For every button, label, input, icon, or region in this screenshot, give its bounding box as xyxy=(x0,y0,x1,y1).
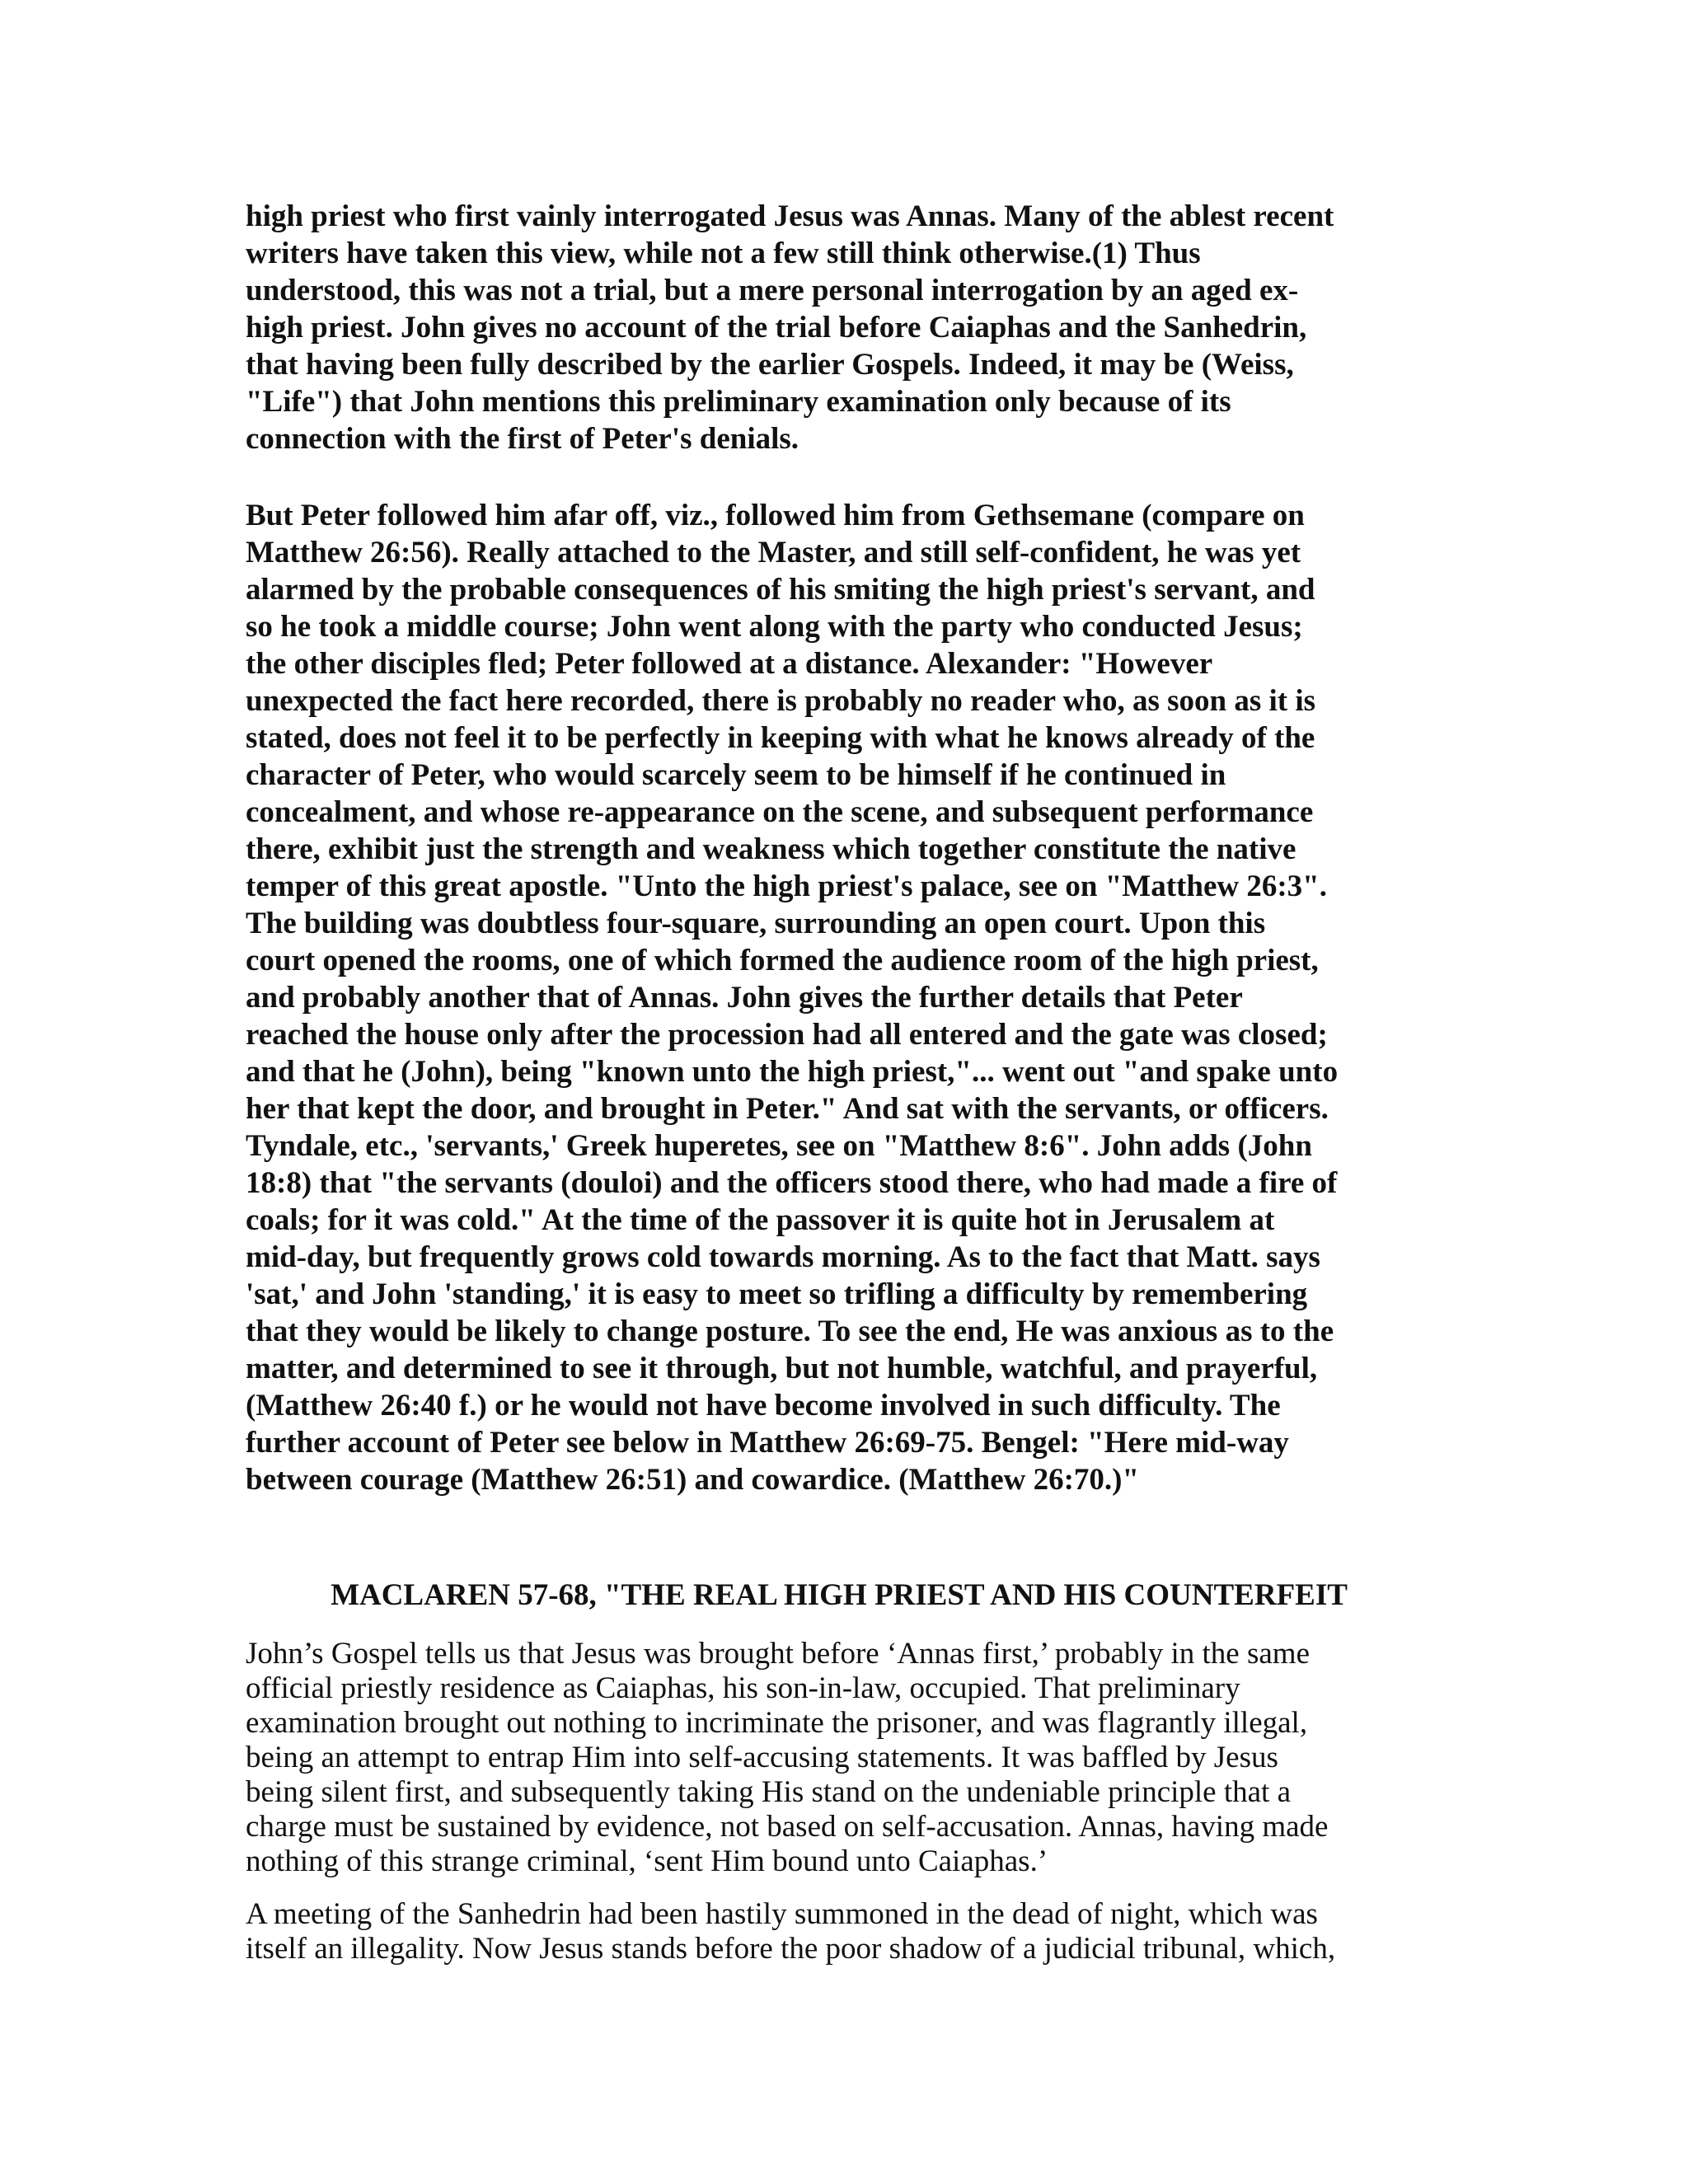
text-line: matter, and determined to see it through, but not humble, watchful, and prayerful, xyxy=(246,1352,1318,1385)
maclaren-paragraph-annas xyxy=(246,1637,1432,1879)
text-line: official priestly residence as Caiaphas, his son-in-law, occupied. That preliminary xyxy=(246,1671,1240,1705)
text-line: (Matthew 26:40 f.) or he would not have become involved in such difficulty. The xyxy=(246,1389,1281,1422)
text-line: examination brought out nothing to incriminate the prisoner, and was flagrantly illegal, xyxy=(246,1706,1308,1740)
section-heading: MACLAREN 57-68, "THE REAL HIGH PRIEST AND HIS COUNTERFEIT xyxy=(331,1578,1348,1612)
text-line: and probably another that of Annas. John gives the further details that Peter xyxy=(246,981,1243,1015)
text-line: further account of Peter see below in Matthew 26:69-75. Bengel: "Here mid-way xyxy=(246,1426,1289,1460)
text-line: stated, does not feel it to be perfectly in keeping with what he knows already of the xyxy=(246,721,1315,755)
text-line: alarmed by the probable consequences of his smiting the high priest's servant, and xyxy=(246,573,1315,607)
text-line: coals; for it was cold." At the time of the passover it is quite hot in Jerusalem at xyxy=(246,1203,1275,1237)
text-line: so he took a middle course; John went along with the party who conducted Jesus; xyxy=(246,610,1303,644)
text-line: reached the house only after the procession had all entered and the gate was closed; xyxy=(246,1018,1328,1052)
text-line: the other disciples fled; Peter followed at a distance. Alexander: "However xyxy=(246,647,1213,681)
text-line: connection with the first of Peter's denials. xyxy=(246,422,799,456)
commentary-paragraph-peter xyxy=(246,497,1432,1498)
text-line: her that kept the door, and brought in Peter." And sat with the servants, or officers. xyxy=(246,1092,1329,1126)
text-line: and that he (John), being "known unto the high priest,"... went out "and spake unto xyxy=(246,1055,1339,1089)
text-line: But Peter followed him afar off, viz., followed him from Gethsemane (compare on xyxy=(246,499,1305,532)
text-line: nothing of this strange criminal, ‘sent Him bound unto Caiaphas.’ xyxy=(246,1844,1048,1878)
text-line: character of Peter, who would scarcely seem to be himself if he continued in xyxy=(246,758,1226,792)
text-line: A meeting of the Sanhedrin had been hastily summoned in the dead of night, which was xyxy=(246,1897,1318,1931)
text-line: 'sat,' and John 'standing,' it is easy to meet so trifling a difficulty by remembering xyxy=(246,1277,1308,1311)
text-line: there, exhibit just the strength and weakness which together constitute the native xyxy=(246,832,1296,866)
text-line: being an attempt to entrap Him into self-accusing statements. It was baffled by Jesus xyxy=(246,1741,1278,1774)
text-line: that having been fully described by the earlier Gospels. Indeed, it may be (Weiss, xyxy=(246,348,1294,382)
text-line: The building was doubtless four-square, surrounding an open court. Upon this xyxy=(246,907,1266,940)
text-line: itself an illegality. Now Jesus stands before the poor shadow of a judicial tribunal, which, xyxy=(246,1932,1336,1966)
text-line: 18:8) that "the servants (douloi) and the officers stood there, who had made a fire of xyxy=(246,1166,1338,1200)
text-line: "Life") that John mentions this preliminary examination only because of its xyxy=(246,385,1231,419)
text-line: temper of this great apostle. "Unto the high priest's palace, see on "Matthew 26:3". xyxy=(246,869,1327,903)
commentary-paragraph-annas xyxy=(246,198,1432,457)
text-line: high priest. John gives no account of the trial before Caiaphas and the Sanhedrin, xyxy=(246,311,1307,344)
text-line: that they would be likely to change posture. To see the end, He was anxious as to the xyxy=(246,1315,1334,1348)
text-line: between courage (Matthew 26:51) and cowardice. (Matthew 26:70.)" xyxy=(246,1463,1140,1497)
text-line: writers have taken this view, while not a few still think otherwise.(1) Thus xyxy=(246,237,1201,270)
text-line: Tyndale, etc., 'servants,' Greek huperetes, see on "Matthew 8:6". John adds (John xyxy=(246,1129,1312,1163)
text-line: John’s Gospel tells us that Jesus was brought before ‘Annas first,’ probably in the same xyxy=(246,1637,1311,1671)
text-line: concealment, and whose re-appearance on the scene, and subsequent performance xyxy=(246,795,1314,829)
text-line: court opened the rooms, one of which formed the audience room of the high priest, xyxy=(246,944,1319,977)
text-line: understood, this was not a trial, but a mere personal interrogation by an aged ex- xyxy=(246,274,1299,307)
text-line: charge must be sustained by evidence, not based on self-accusation. Annas, having made xyxy=(246,1810,1329,1844)
text-line: unexpected the fact here recorded, there is probably no reader who, as soon as it is xyxy=(246,684,1316,718)
maclaren-paragraph-sanhedrin xyxy=(246,1897,1432,1966)
text-line: mid-day, but frequently grows cold towards morning. As to the fact that Matt. says xyxy=(246,1240,1320,1274)
text-line: being silent first, and subsequently taking His stand on the undeniable principle that a xyxy=(246,1775,1292,1809)
text-line: Matthew 26:56). Really attached to the Master, and still self-confident, he was yet xyxy=(246,536,1301,569)
text-line: high priest who first vainly interrogated Jesus was Annas. Many of the ablest recent xyxy=(246,199,1334,233)
